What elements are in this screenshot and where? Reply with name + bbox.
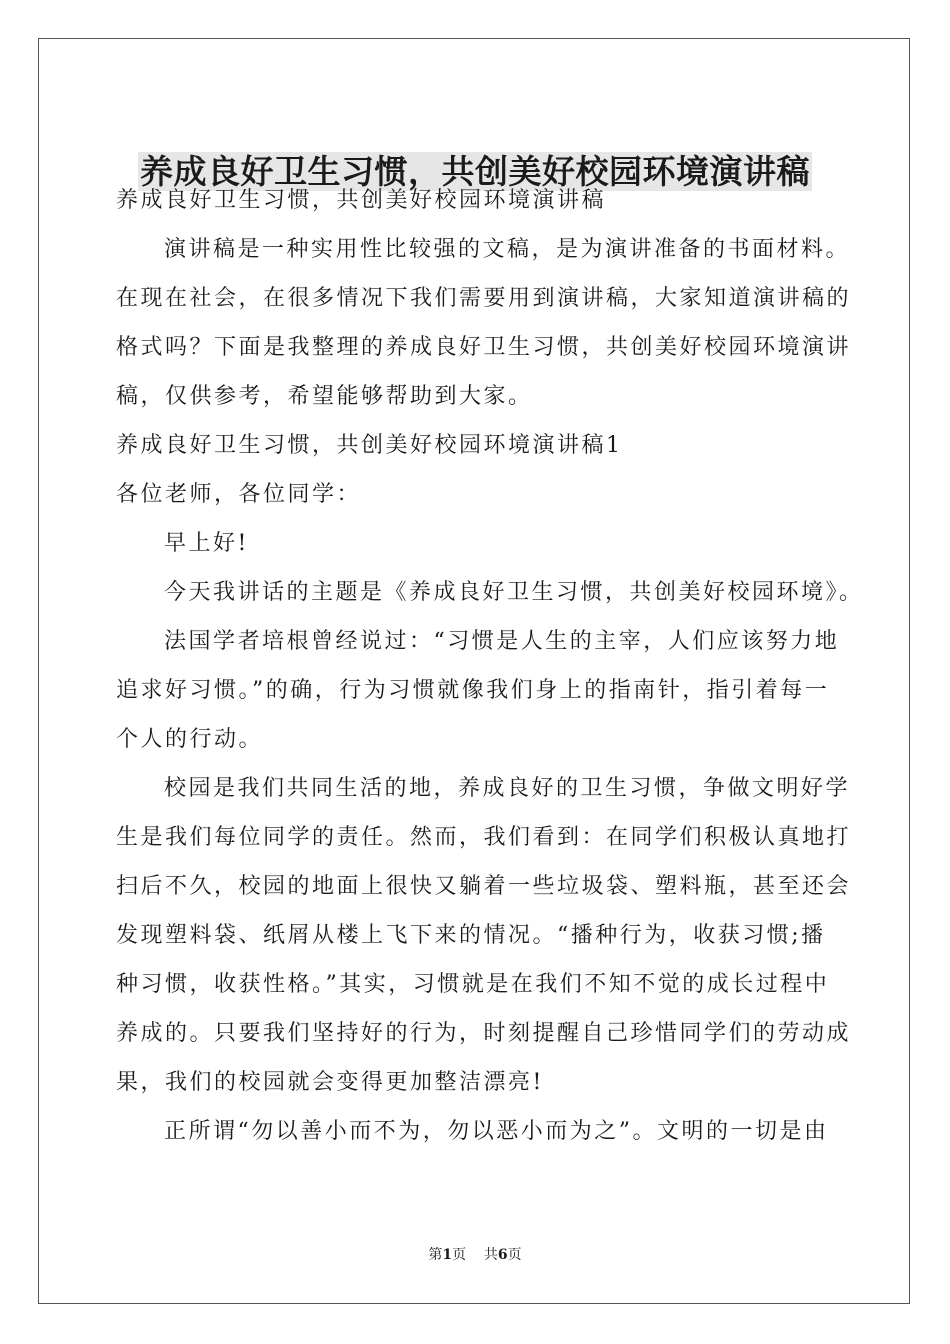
body-line: 追求好习惯。”的确，行为习惯就像我们身上的指南针，指引着每一 <box>116 678 830 703</box>
body-line: 法国学者培根曾经说过：“习惯是人生的主宰，人们应该努力地 <box>164 629 840 654</box>
page-label: 页 <box>452 1247 467 1263</box>
body-line: 养成良好卫生习惯，共创美好校园环境演讲稿1 <box>116 433 623 458</box>
total-label: 页 <box>507 1247 522 1263</box>
body-line: 种习惯，收获性格。”其实，习惯就是在我们不知不觉的成长过程中 <box>116 972 830 997</box>
document-body <box>116 176 864 1156</box>
body-line: 早上好! <box>164 531 249 556</box>
page-current: 1 <box>442 1247 453 1263</box>
body-line: 格式吗？下面是我整理的养成良好卫生习惯，共创美好校园环境演讲 <box>116 335 852 360</box>
body-line: 校园是我们共同生活的地，养成良好的卫生习惯，争做文明好学 <box>164 776 851 801</box>
body-line: 扫后不久，校园的地面上很快又躺着一些垃圾袋、塑料瓶，甚至还会 <box>116 874 852 899</box>
body-line: 在现在社会，在很多情况下我们需要用到演讲稿，大家知道演讲稿的 <box>116 286 852 311</box>
body-line: 稿，仅供参考，希望能够帮助到大家。 <box>116 384 533 409</box>
body-line: 养成的。只要我们坚持好的行为，时刻提醒自己珍惜同学们的劳动成 <box>116 1021 852 1046</box>
body-line: 生是我们每位同学的责任。然而，我们看到：在同学们积极认真地打 <box>116 825 852 850</box>
total-pages: 6 <box>497 1247 508 1263</box>
total-prefix: 共 <box>483 1247 498 1263</box>
page-footer <box>0 1245 950 1265</box>
body-line: 各位老师，各位同学： <box>116 482 362 507</box>
page-prefix: 第 <box>428 1247 443 1263</box>
body-line: 演讲稿是一种实用性比较强的文稿，是为演讲准备的书面材料。 <box>164 237 851 262</box>
body-line: 发现塑料袋、纸屑从楼上飞下来的情况。“播种行为，收获习惯;播 <box>116 923 826 948</box>
document-title-text: 养成良好卫生习惯，共创美好校园环境演讲稿 <box>140 152 810 192</box>
body-line: 果，我们的校园就会变得更加整洁漂亮! <box>116 1070 544 1095</box>
body-line: 养成良好卫生习惯，共创美好校园环境演讲稿 <box>116 188 607 213</box>
body-line: 个人的行动。 <box>116 727 264 752</box>
body-line: 正所谓“勿以善小而不为，勿以恶小而为之”。文明的一切是由 <box>164 1119 829 1144</box>
body-line: 今天我讲话的主题是《养成良好卫生习惯，共创美好校园环境》。 <box>164 580 864 605</box>
